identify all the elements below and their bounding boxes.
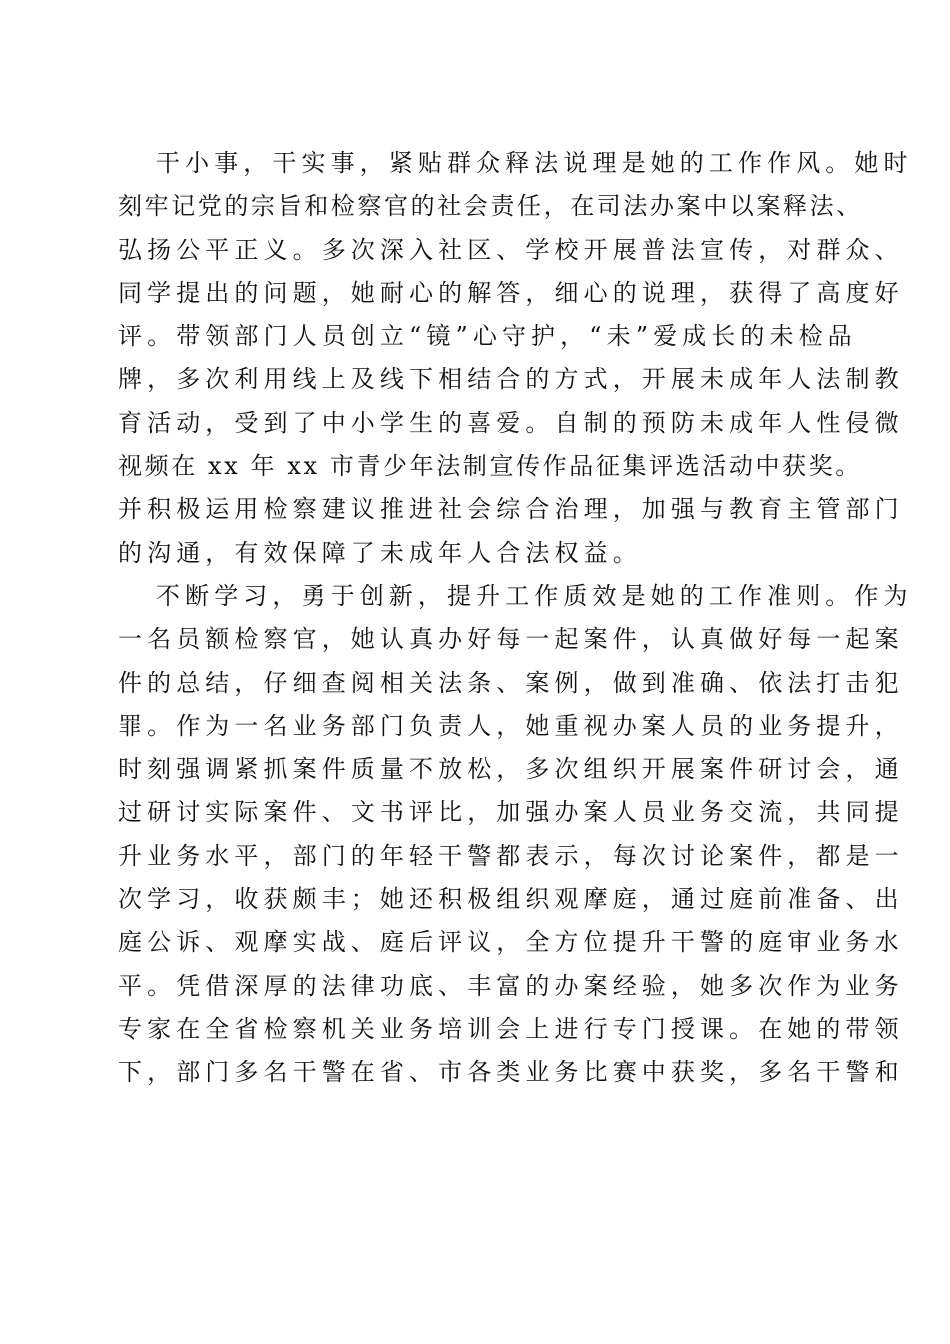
paragraph-2: [118, 575, 913, 1095]
paragraph-line: 不断学习，勇于创新，提升工作质效是她的工作准则。作为: [156, 581, 913, 610]
paragraph-line: 同学提出的问题，她耐心的解答，细心的说理，获得了高度好: [118, 278, 904, 307]
paragraph-line: 评。带领部门人员创立“镜”心守护，“未”爱成长的未检品: [118, 322, 857, 351]
paragraph-line: 罪。作为一名业务部门负责人，她重视办案人员的业务提升，: [118, 711, 904, 740]
paragraph-line: 一名员额检察官，她认真办好每一起案件，认真做好每一起案: [118, 625, 904, 654]
paragraph-line: 育活动，受到了中小学生的喜爱。自制的预防未成年人性侵微: [118, 408, 904, 437]
paragraph-line: 件的总结，仔细查阅相关法条、案例，做到准确、依法打击犯: [118, 668, 904, 697]
paragraph-line: 干小事，干实事，紧贴群众释法说理是她的工作作风。她时: [156, 149, 913, 177]
paragraph-line: 视频在 xx 年 xx 市青少年法制宣传作品征集评选活动中获奖。: [118, 452, 862, 481]
paragraph-line: 时刻强调紧抓案件质量不放松，多次组织开展案件研讨会，通: [118, 755, 904, 784]
paragraph-line: 下，部门多名干警在省、市各类业务比赛中获奖，多名干警和: [118, 1058, 904, 1087]
paragraph-line: 升业务水平，部门的年轻干警都表示，每次讨论案件，都是一: [118, 841, 904, 870]
paragraph-1: [118, 142, 913, 575]
paragraph-line: 牌，多次利用线上及线下相结合的方式，开展未成年人法制教: [118, 365, 904, 394]
paragraph-line: 的沟通，有效保障了未成年人合法权益。: [118, 538, 642, 567]
paragraph-line: 过研讨实际案件、文书评比，加强办案人员业务交流，共同提: [118, 798, 904, 827]
document-body: [118, 142, 913, 1095]
paragraph-line: 庭公诉、观摩实战、庭后评议，全方位提升干警的庭审业务水: [118, 928, 904, 957]
paragraph-line: 平。凭借深厚的法律功底、丰富的办案经验，她多次作为业务: [118, 971, 904, 1000]
paragraph-line: 弘扬公平正义。多次深入社区、学校开展普法宣传，对群众、: [118, 235, 904, 264]
paragraph-line: 专家在全省检察机关业务培训会上进行专门授课。在她的带领: [118, 1014, 904, 1043]
paragraph-line: 并积极运用检察建议推进社会综合治理，加强与教育主管部门: [118, 495, 904, 524]
paragraph-line: 刻牢记党的宗旨和检察官的社会责任，在司法办案中以案释法、: [118, 192, 863, 221]
paragraph-line: 次学习，收获颇丰；她还积极组织观摩庭，通过庭前准备、出: [118, 885, 904, 914]
